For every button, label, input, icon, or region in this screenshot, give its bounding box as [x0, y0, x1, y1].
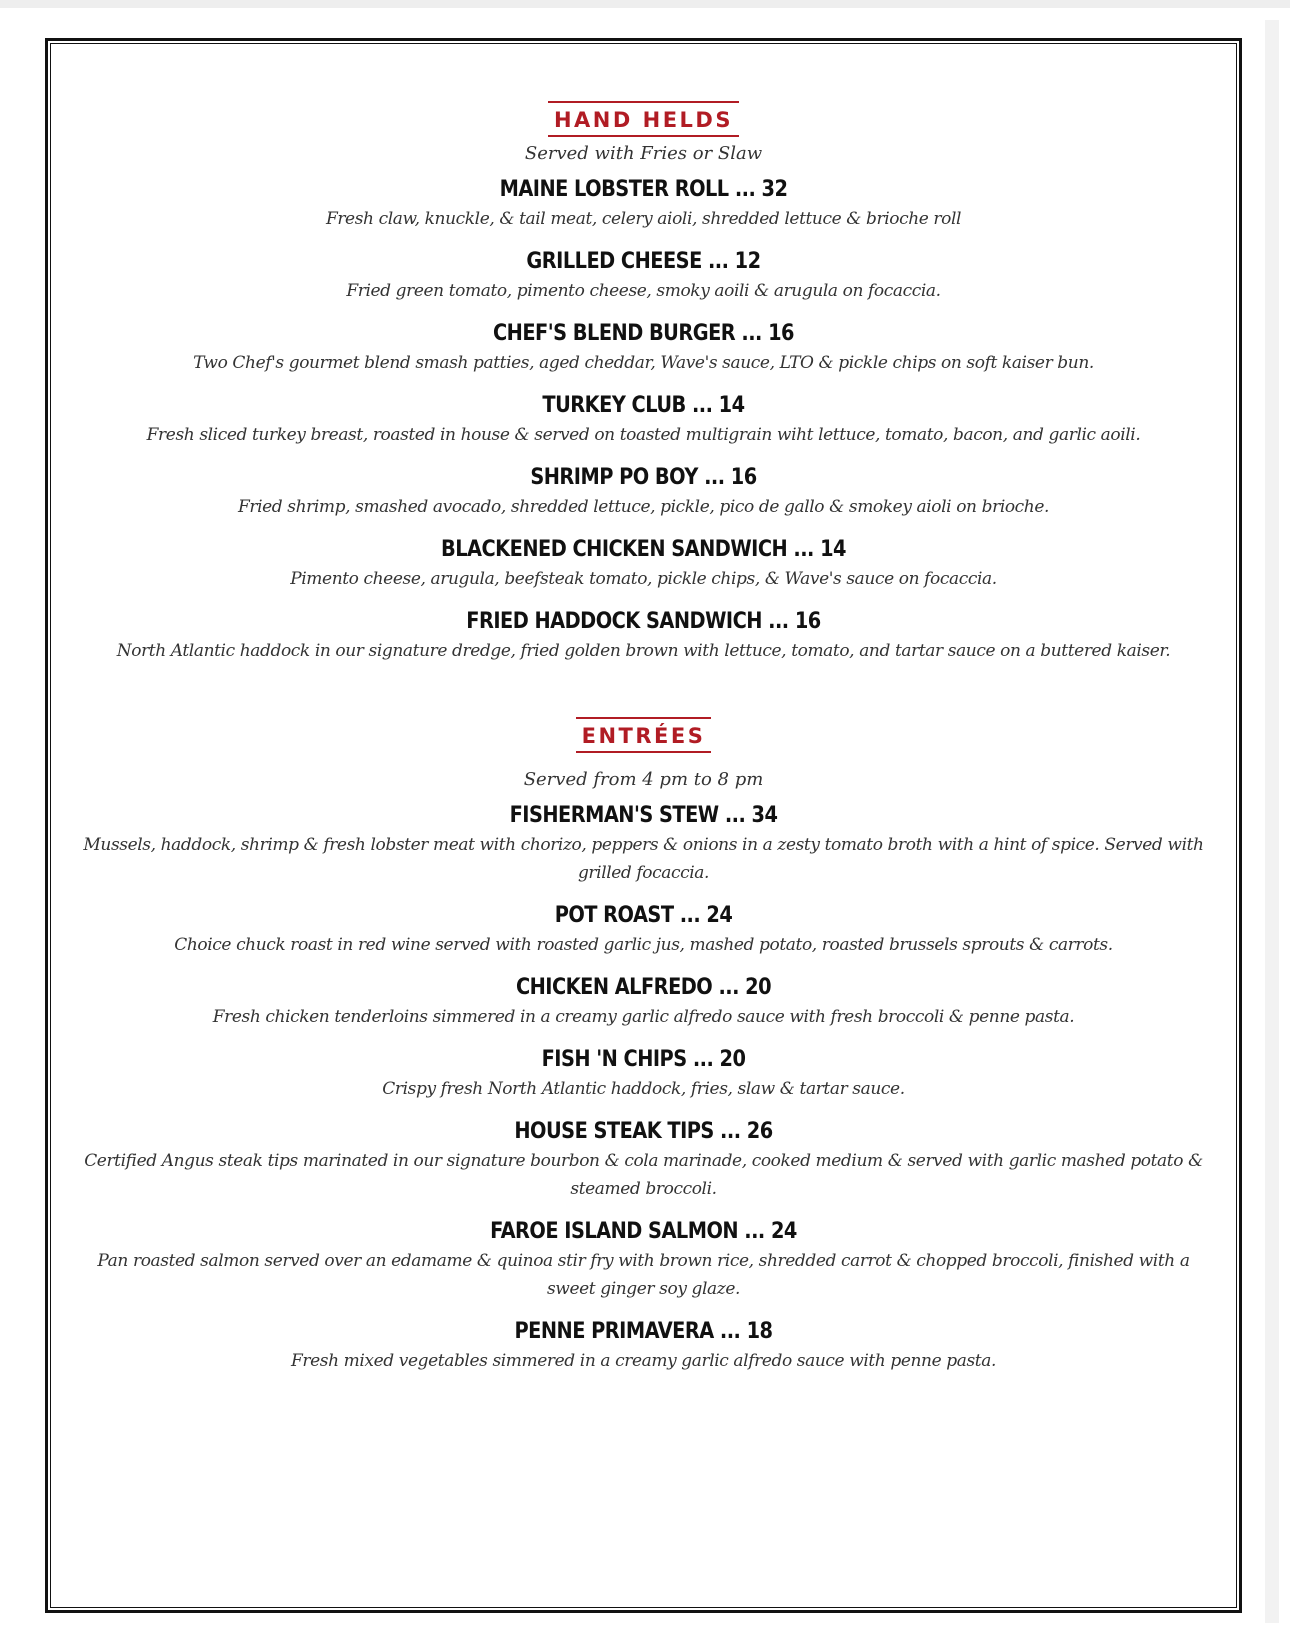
item-name: CHEF'S BLEND BURGER ... 16 [493, 321, 794, 346]
item-description: Fresh chicken tenderloins simmered in a creamy garlic alfredo sauce with fresh broccoli & penne pasta. [212, 1007, 1075, 1027]
menu-item [54, 1317, 1233, 1375]
item-name: CHICKEN ALFREDO ... 20 [515, 975, 772, 1000]
item-description: Crispy fresh North Atlantic haddock, fries, slaw & tartar sauce. [382, 1079, 905, 1099]
hand-helds-header [54, 101, 1233, 137]
item-description: Mussels, haddock, shrimp & fresh lobster meat with chorizo, peppers & onions in a zesty tomato broth with a hint of spice. Served with grilled focaccia. [83, 835, 1204, 883]
item-name: GRILLED CHEESE ... 12 [526, 249, 761, 274]
item-name: BLACKENED CHICKEN SANDWICH ... 14 [441, 537, 846, 562]
menu-item [54, 1045, 1233, 1103]
menu-page [54, 47, 1233, 1375]
entrees-header [54, 717, 1233, 753]
entrees-list [54, 801, 1233, 1375]
menu-item [54, 463, 1233, 521]
item-description: Fried shrimp, smashed avocado, shredded lettuce, pickle, pico de gallo & smokey aioli on brioche. [237, 497, 1050, 517]
item-description: Pimento cheese, arugula, beefsteak tomato, pickle chips, & Wave's sauce on focaccia. [290, 569, 997, 589]
menu-item [54, 247, 1233, 305]
menu-item [54, 973, 1233, 1031]
menu-item [54, 535, 1233, 593]
item-description: Fried green tomato, pimento cheese, smoky aoili & arugula on focaccia. [346, 281, 941, 301]
item-description: Two Chef's gourmet blend smash patties, aged cheddar, Wave's sauce, LTO & pickle chips on soft kaiser bun. [193, 353, 1094, 373]
item-name: SHRIMP PO BOY ... 16 [530, 465, 757, 490]
entrees-note: Served from 4 pm to 8 pm [523, 769, 764, 790]
menu-item [54, 175, 1233, 233]
menu-item [54, 1117, 1233, 1203]
section-title-hand-helds: HAND HELDS [548, 101, 739, 137]
hand-helds-note: Served with Fries or Slaw [524, 143, 763, 164]
item-name: HOUSE STEAK TIPS ... 26 [514, 1119, 773, 1144]
item-description: Pan roasted salmon served over an edamame & quinoa stir fry with brown rice, shredded carrot & chopped broccoli, finished with a sweet ginger soy glaze. [97, 1251, 1190, 1299]
item-description: North Atlantic haddock in our signature dredge, fried golden brown with lettuce, tomato, and tartar sauce on a buttered kaiser. [116, 641, 1171, 661]
item-name: FISHERMAN'S STEW ... 34 [509, 803, 778, 828]
item-name: FISH 'N CHIPS ... 20 [541, 1047, 746, 1072]
hand-helds-list [54, 175, 1233, 665]
menu-item [54, 607, 1233, 665]
item-name: FAROE ISLAND SALMON ... 24 [490, 1219, 797, 1244]
item-description: Choice chuck roast in red wine served with roasted garlic jus, mashed potato, roasted brussels sprouts & carrots. [174, 935, 1113, 955]
item-description: Fresh mixed vegetables simmered in a creamy garlic alfredo sauce with penne pasta. [291, 1351, 996, 1371]
menu-item [54, 391, 1233, 449]
menu-item [54, 319, 1233, 377]
scrollbar-track[interactable] [1265, 20, 1279, 1623]
item-name: PENNE PRIMAVERA ... 18 [514, 1319, 773, 1344]
viewer-top-band [0, 0, 1290, 8]
menu-item [54, 901, 1233, 959]
item-description: Fresh sliced turkey breast, roasted in house & served on toasted multigrain wiht lettuce, tomato, bacon, and garlic aoili. [146, 425, 1141, 445]
item-description: Fresh claw, knuckle, & tail meat, celery aioli, shredded lettuce & brioche roll [325, 209, 962, 229]
section-title-entrees: ENTRÉES [576, 717, 712, 753]
item-name: TURKEY CLUB ... 14 [542, 393, 745, 418]
menu-item [54, 1217, 1233, 1303]
item-name: MAINE LOBSTER ROLL ... 32 [499, 177, 788, 202]
item-name: POT ROAST ... 24 [554, 903, 733, 928]
menu-item [54, 801, 1233, 887]
item-name: FRIED HADDOCK SANDWICH ... 16 [466, 609, 821, 634]
item-description: Certified Angus steak tips marinated in our signature bourbon & cola marinade, cooked medium & served with garlic mashed potato & steamed broccoli. [84, 1151, 1203, 1199]
